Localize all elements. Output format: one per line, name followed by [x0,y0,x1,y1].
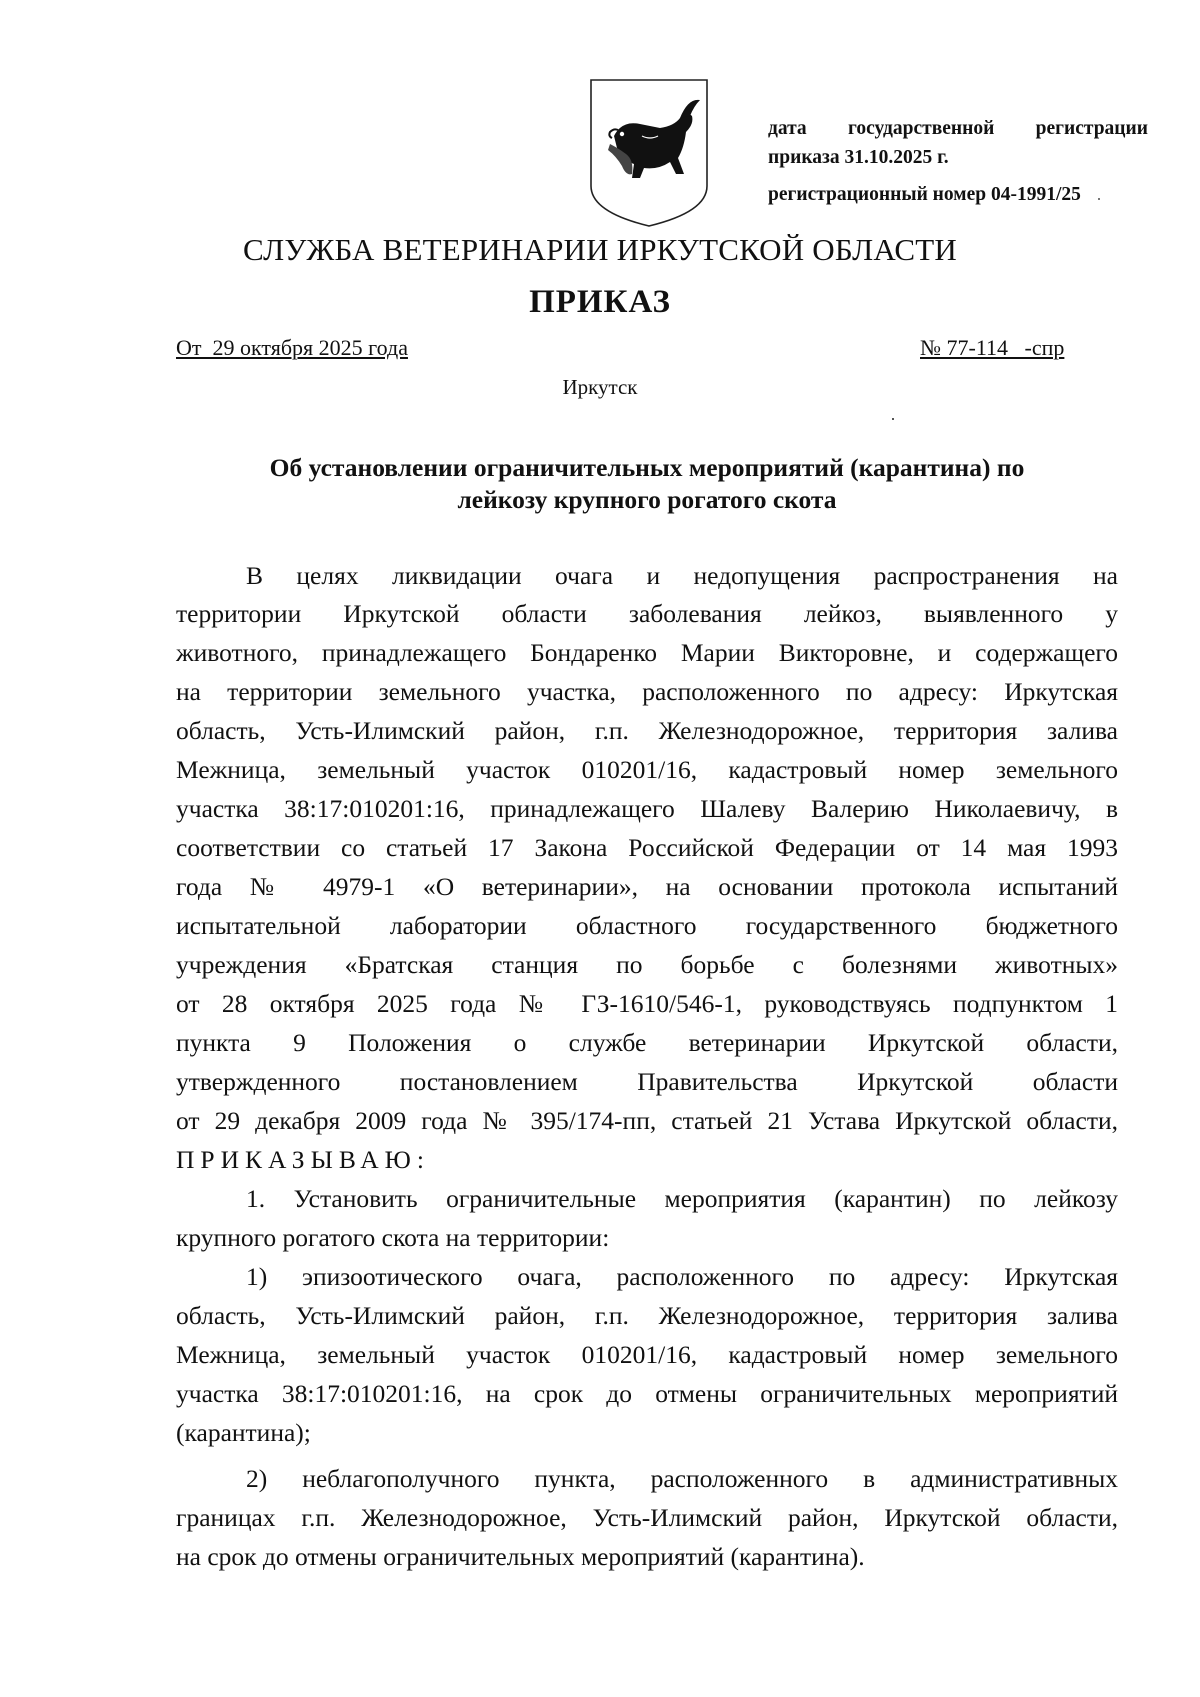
coat-of-arms-emblem [588,78,710,228]
order-city: Иркутск [562,375,638,399]
subitem-1-line: участка 38:17:010201:16, на срок до отмены ограничительных мероприятий [176,1379,1118,1408]
subitem-1-line: 1) эпизоотического очага, расположенного по адресу: Иркутская [246,1262,1118,1291]
order-date: От 29 октября 2025 года [176,335,408,360]
body-line: года № 4979-1 «О ветеринарии», на основании протокола испытаний [176,872,1118,901]
subitem-2-line: 2) неблагополучного пункта, расположенного в административных [246,1464,1118,1493]
registration-number: регистрационный номер 04-1991/25 [768,184,1081,205]
registration-info [768,114,1148,209]
body-line: от 29 декабря 2009 года № 395/174-пп, статьей 21 Устава Иркутской области, [176,1106,1118,1135]
item-1-line: крупного рогатого скота на территории: [176,1223,610,1252]
body-line: В целях ликвидации очага и недопущения распространения на [246,561,1118,590]
body-line: учреждения «Братская станция по борьбе с болезнями животных» [176,950,1118,979]
scan-speck [892,418,894,420]
subitem-1-line: область, Усть-Илимский район, г.п. Железнодорожное, территория залива [176,1301,1118,1330]
subitem-2-line: на срок до отмены ограничительных мероприятий (карантина). [176,1542,865,1571]
order-title [176,452,1118,516]
registration-date-label: дата государственной регистрации [768,118,1148,139]
order-number: № 77-114 -спр [920,335,1065,360]
body-line: от 28 октября 2025 года № ГЗ-1610/546-1, руководствуясь подпунктом 1 [176,989,1118,1018]
body-line: территории Иркутской области заболевания лейкоз, выявленного у [176,599,1118,628]
body-line: утвержденного постановлением Правительства Иркутской области [176,1067,1118,1096]
body-line: соответствии со статьей 17 Закона Российской Федерации от 14 мая 1993 [176,833,1118,862]
body-line: Межница, земельный участок 010201/16, кадастровый номер земельного [176,755,1118,784]
subitem-1-line: (карантина); [176,1418,311,1447]
subitem-1-line: Межница, земельный участок 010201/16, кадастровый номер земельного [176,1340,1118,1369]
order-title-line: Об установлении ограничительных мероприятий (карантина) по [269,453,1025,482]
scan-speck [1098,198,1100,200]
registration-date: приказа 31.10.2025 г. [768,147,949,168]
document-type: ПРИКАЗ [529,284,671,320]
item-1-line: 1. Установить ограничительные мероприятия (карантин) по лейкозу [246,1184,1118,1213]
order-title-line: лейкозу крупного рогатого скота [457,485,837,514]
body-line: участка 38:17:010201:16, принадлежащего Шалеву Валерию Николаевичу, в [176,794,1118,823]
body-line: испытательной лаборатории областного государственного бюджетного [176,911,1118,940]
body-line: животного, принадлежащего Бондаренко Марии Викторовне, и содержащего [176,638,1118,667]
order-directive: ПРИКАЗЫВАЮ: [176,1145,430,1174]
organization-name: СЛУЖБА ВЕТЕРИНАРИИ ИРКУТСКОЙ ОБЛАСТИ [243,232,957,267]
body-line: пункта 9 Положения о службе ветеринарии Иркутской области, [176,1028,1118,1057]
body-line: на территории земельного участка, расположенного по адресу: Иркутская [176,677,1118,706]
subitem-2-line: границах г.п. Железнодорожное, Усть-Илимский район, Иркутской области, [176,1503,1118,1532]
body-line: область, Усть-Илимский район, г.п. Железнодорожное, территория залива [176,716,1118,745]
